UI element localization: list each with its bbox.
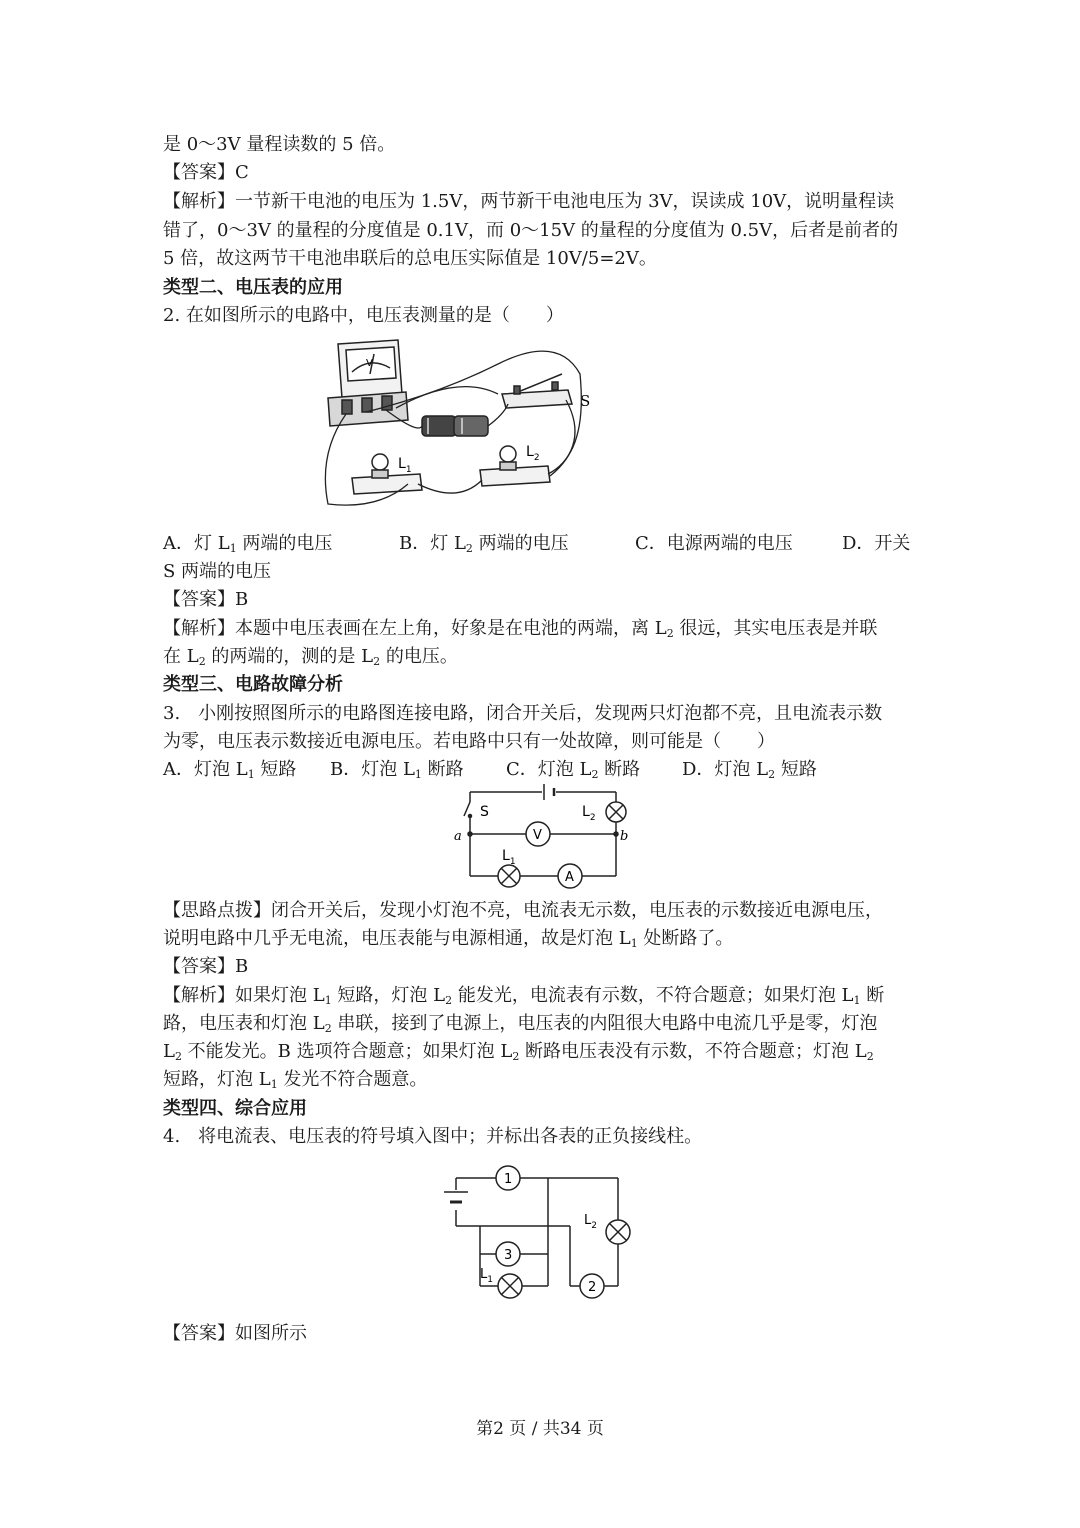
lamp-l2-label: $L_2$ (526, 444, 540, 463)
option-b: B．灯 $L_2$ 两端的电压 (399, 533, 569, 555)
explanation-line: 路，电压表和灯泡 $L_2$ 串联，接到了电源上，电压表的内阻很大电路中电流几乎是零，灯泡 (163, 1013, 878, 1035)
meter-3-label: 3 (504, 1248, 513, 1263)
hint-line: 【思路点拨】闭合开关后，发现小灯泡不亮，电流表无示数，电压表的示数接近电源电压， (163, 900, 883, 921)
figure-circuit-schematic-3 (450, 780, 640, 892)
option-c: C．电源两端的电压 (635, 533, 793, 554)
explanation-line: 【解析】一节新干电池的电压为 1.5V，两节新干电池电压为 3V，误读成 10V，说明量程读 (163, 191, 895, 212)
figure-circuit-schematic-4 (440, 1158, 640, 1308)
section-heading: 类型三、电路故障分析 (163, 674, 343, 695)
question-text: 3. 小刚按照图所示的电路图连接电路，闭合开关后，发现两只灯泡都不亮，且电流表示数 (163, 703, 883, 724)
explanation-line: $L_2$ 不能发光。B 选项符合题意；如果灯泡 $L_2$ 断路电压表没有示数，不符合题意；灯泡 $L_2$ (163, 1041, 874, 1063)
question-text: 2. 在如图所示的电路中，电压表测量的是（ ） (163, 305, 564, 326)
answer-line: 【答案】如图所示 (163, 1323, 307, 1344)
ammeter-label: A (565, 870, 574, 885)
option-c: C．灯泡 $L_2$ 断路 (506, 759, 641, 781)
meter-2-label: 2 (588, 1280, 597, 1295)
lamp-l1-label: $L_1$ (502, 848, 516, 867)
lamp-l1-label: $L_1$ (480, 1267, 493, 1285)
question-text: 为零，电压表示数接近电源电压。若电路中只有一处故障，则可能是（ ） (163, 731, 775, 752)
switch-label: S (580, 392, 591, 410)
lamp-l2-symbol (606, 1220, 630, 1244)
text-line: 是 0～3V 量程读数的 5 倍。 (163, 134, 396, 155)
battery-symbol (544, 784, 554, 800)
lamp-l2-label: $L_2$ (582, 804, 596, 823)
explanation-line: 在 $L_2$ 的两端的，测的是 $L_2$ 的电压。 (163, 646, 458, 668)
explanation-line: 错了，0～3V 的量程的分度值是 0.1V，而 0～15V 的量程的分度值为 0.5V，后者是前者的 (163, 220, 899, 241)
node-a-label: a (454, 829, 462, 844)
answer-line: 【答案】C (163, 162, 249, 183)
section-heading: 类型二、电压表的应用 (163, 277, 343, 298)
switch-label: S (480, 804, 489, 820)
voltmeter-label: V (533, 828, 542, 843)
battery-symbol (444, 1192, 468, 1202)
meter-1-label: 1 (504, 1172, 513, 1187)
option-d: D．开关 (842, 533, 911, 554)
explanation-line: 【解析】如果灯泡 $L_1$ 短路，灯泡 $L_2$ 能发光，电流表有示数，不符合题意；如果灯泡 $L_1$ 断 (163, 985, 885, 1007)
hint-line: 说明电路中几乎无电流，电压表能与电源相通，故是灯泡 $L_1$ 处断路了。 (163, 928, 734, 950)
option-d-continued: S 两端的电压 (163, 561, 272, 582)
lamp-l1-symbol (498, 865, 520, 887)
battery-illustration (422, 416, 488, 436)
lamp-l2-label: $L_2$ (584, 1213, 597, 1231)
option-b: B．灯泡 $L_1$ 断路 (330, 759, 464, 781)
option-a: A．灯 $L_1$ 两端的电压 (163, 533, 333, 555)
lamp-l1-label: $L_1$ (398, 456, 412, 475)
answer-line: 【答案】B (163, 589, 249, 610)
answer-line: 【答案】B (163, 956, 249, 977)
lamp-l2-symbol (606, 802, 626, 822)
page-total: 34 (559, 1419, 582, 1439)
lamp-l1-symbol (498, 1274, 522, 1298)
explanation-line: 5 倍，故这两节干电池串联后的总电压实际值是 10V/5=2V。 (163, 248, 657, 269)
figure-circuit-photo (318, 334, 593, 510)
page-footer: 第2 页 / 共34 页 (476, 1419, 604, 1439)
section-heading: 类型四、综合应用 (163, 1098, 307, 1119)
option-d: D．灯泡 $L_2$ 短路 (682, 759, 817, 781)
node-b-label: b (620, 829, 629, 844)
option-a: A．灯泡 $L_1$ 短路 (163, 759, 297, 781)
explanation-line: 短路，灯泡 $L_1$ 发光不符合题意。 (163, 1069, 428, 1091)
question-text: 4. 将电流表、电压表的符号填入图中；并标出各表的正负接线柱。 (163, 1126, 703, 1147)
explanation-line: 【解析】本题中电压表画在左上角，好象是在电池的两端，离 $L_2$ 很远，其实电压表是并联 (163, 618, 878, 640)
page-number: 2 (493, 1419, 504, 1439)
voltmeter-symbol-label: V (366, 358, 373, 369)
